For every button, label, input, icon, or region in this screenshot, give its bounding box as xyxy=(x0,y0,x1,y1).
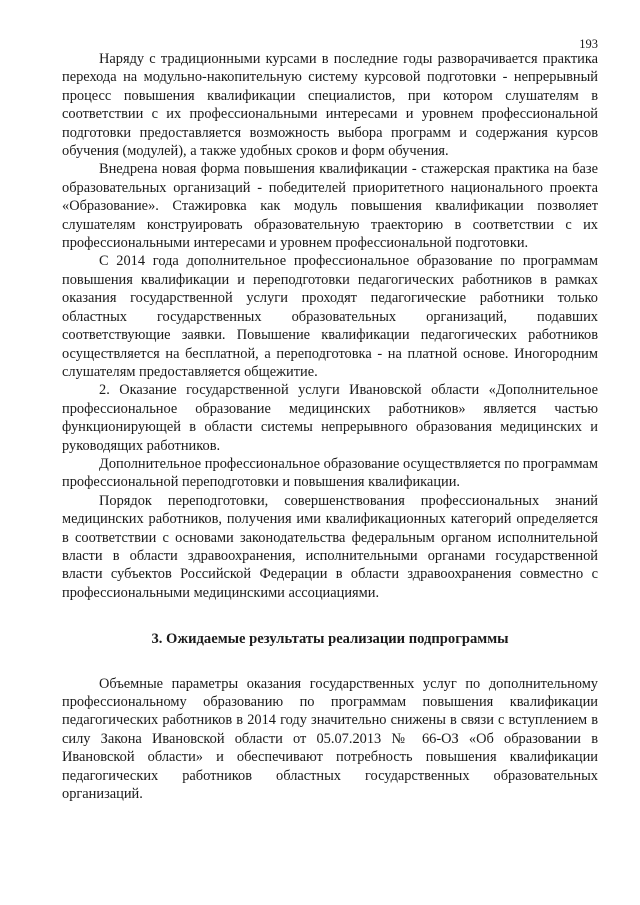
paragraph-medical-service: 2. Оказание государственной услуги Ивановской области «Дополнительное профессиональное образование медицинских работников» является частью функционирующей в области системы непрерывного образования медицинских и руководящих работников. xyxy=(62,382,598,454)
document-body xyxy=(62,50,598,803)
paragraph-2014-education: С 2014 года дополнительное профессиональное образование по программам повышения квалификации и переподготовки педагогических работников в рамках оказания государственной услуги проходят педагогические работники только областных государственных образовательных организаций, подавших соответствующие заявки. Повышение квалификации педагогических работников осуществляется на бесплатной, а переподготовка - на платной основе. Иногородним слушателям предоставляется общежитие. xyxy=(62,253,598,380)
page-number: 193 xyxy=(579,37,598,51)
paragraph-retraining-order: Порядок переподготовки, совершенствования профессиональных знаний медицинских работников, получения ими квалификационных категорий определяется в соответствии с основами законодательства федеральным органом исполнительной власти в области здравоохранения, исполнительными органами государственной власти субъектов Российской Федерации в области здравоохранения совместно с профессиональными медицинскими ассоциациями. xyxy=(62,492,598,601)
section-heading: 3. Ожидаемые результаты реализации подпрограммы xyxy=(151,631,509,648)
paragraph-volume-parameters: Объемные параметры оказания государственных услуг по дополнительному профессиональному образованию по программам повышения квалификации педагогических работников в 2014 году значительно снижены в связи с вступлением в силу Закона Ивановской области от 05.07.2013 № 66-ОЗ «Об образовании в Ивановской области» и обеспечивают потребность повышения квалификации педагогических работников областных государственных образовательных организаций. xyxy=(62,675,598,803)
paragraph-modular-system: Наряду с традиционными курсами в последние годы разворачивается практика перехода на модульно-накопительную систему курсовой подготовки - непрерывный процесс повышения квалификации специалистов, при котором слушателям в соответствии с их профессиональными интересами и уровнем профессиональной подготовки предоставляется возможность выбора программ и содержания курсов обучения (модулей), а также удобных сроков и форм обучения. xyxy=(62,51,598,160)
paragraph-additional-education: Дополнительное профессиональное образование осуществляется по программам профессиональной переподготовки и повышения квалификации. xyxy=(62,455,598,491)
paragraph-internship-practice: Внедрена новая форма повышения квалификации - стажерская практика на базе образовательных организаций - победителей приоритетного национального проекта «Образование». Стажировка как модуль повышения квалификации позволяет слушателям конструировать образовательную траекторию в соответствии с их профессиональными интересами и уровнем профессиональной подготовки. xyxy=(62,161,598,252)
